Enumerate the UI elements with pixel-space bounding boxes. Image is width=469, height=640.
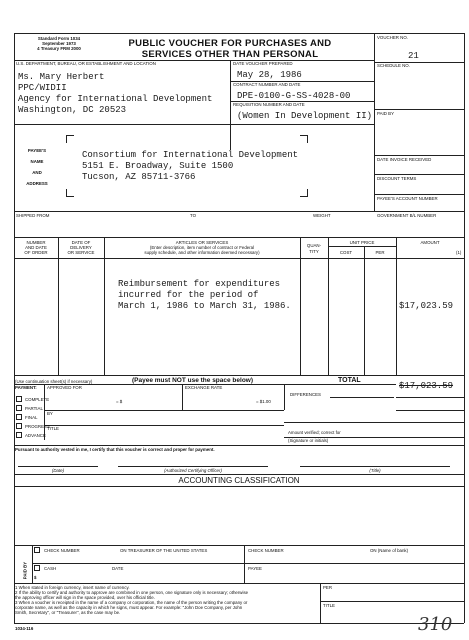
eq-dollar: = $ xyxy=(116,399,123,404)
payee-label-and: AND xyxy=(32,170,42,175)
date-prepared: May 28, 1986 xyxy=(237,70,302,80)
checkbox-final[interactable] xyxy=(16,414,22,420)
checkbox-check[interactable] xyxy=(34,547,40,553)
rule xyxy=(14,474,464,475)
checkbox-advance[interactable] xyxy=(16,432,22,438)
form-id-date: September 1973 xyxy=(42,41,76,46)
exchange-rate-label: EXCHANGE RATE xyxy=(185,385,223,390)
rule xyxy=(14,33,15,623)
dept-line: Washington, DC 20523 xyxy=(18,105,127,115)
rule xyxy=(374,174,464,175)
discount-label: DISCOUNT TERMS xyxy=(377,176,417,181)
title-label: TITLE xyxy=(47,426,59,431)
date-label: DATE xyxy=(112,566,124,571)
rule xyxy=(44,425,284,426)
col-amount: AMOUNT xyxy=(420,240,440,245)
rule xyxy=(14,583,464,584)
requisition-label: REQUISITION NUMBER AND DATE xyxy=(233,102,305,107)
col-number: OF ORDER xyxy=(24,250,48,255)
differences-label: DIFFERENCES xyxy=(290,392,321,397)
rule xyxy=(464,33,465,623)
certify-text: Pursuant to authority vested in me, I certify that this voucher is correct and proper for payment. xyxy=(15,447,215,452)
checkbox-partial[interactable] xyxy=(16,405,22,411)
gbl-label: GOVERNMENT B/L NUMBER xyxy=(377,213,437,218)
payee-line: 5151 E. Broadway, Suite 1500 xyxy=(82,161,234,171)
rule xyxy=(320,583,321,623)
payee-notice: (Payee must NOT use the space below) xyxy=(132,377,254,384)
schedule-no-label: SCHEDULE NO. xyxy=(377,63,410,68)
rule xyxy=(374,33,375,211)
payee-label: PAYEE'S xyxy=(27,148,47,153)
checkbox-complete[interactable] xyxy=(16,396,22,402)
total-amount: $17,023.59 xyxy=(399,381,454,391)
rule xyxy=(328,246,396,247)
rule xyxy=(18,466,98,467)
description-line: Reimbursement for expenditures xyxy=(118,279,281,289)
footnote: Smith, Secretary", or "Treasurer", as the case may be. xyxy=(15,610,121,615)
form-id-treasury: 4 Treasury FRM 2000 xyxy=(37,46,81,51)
checkbox-progress[interactable] xyxy=(16,423,22,429)
rule xyxy=(118,466,268,467)
col-cost: COST xyxy=(339,250,353,255)
account-label: PAYEE'S ACCOUNT NUMBER xyxy=(377,196,438,201)
check-number-label-2: CHECK NUMBER xyxy=(248,548,284,553)
title-label-footer: TITLE xyxy=(323,603,335,608)
rule xyxy=(374,155,464,156)
footnote: corporate name, as well as the capacity in which he signs, must appear. For example: "John Doe Company, per John xyxy=(15,605,243,610)
check-number-label: CHECK NUMBER xyxy=(44,548,80,553)
continuation-note: (Use continuation sheet(s) if necessary) xyxy=(15,379,93,384)
col-articles: (Enter description, item number of contract or Federal xyxy=(149,245,255,250)
checkbox-label: PROGRESS xyxy=(25,424,50,429)
col-unit-price: UNIT PRICE xyxy=(349,240,375,245)
corner-mark xyxy=(300,135,308,143)
form-title-line2: SERVICES OTHER THAN PERSONAL xyxy=(141,49,319,60)
checkbox-label: PARTIAL xyxy=(25,406,43,411)
to-label: TO xyxy=(190,213,197,218)
contract-label: CONTRACT NUMBER AND DATE xyxy=(233,82,301,87)
checkbox-label: FINAL xyxy=(25,415,38,420)
approved-for-label: APPROVED FOR xyxy=(47,385,82,390)
footnote: 3 When a voucher is receipted in the name of a company or corporation, the name of the person writing the company or xyxy=(15,600,248,605)
rule xyxy=(14,486,464,487)
rule xyxy=(14,375,464,376)
rule xyxy=(374,109,464,110)
rule xyxy=(244,545,245,583)
paid-by-side: PAID BY xyxy=(22,561,28,580)
rule xyxy=(32,545,33,583)
payee-label-name: NAME xyxy=(30,159,44,164)
contract-no: DPE-0100-G-SS-4028-00 xyxy=(237,91,351,101)
handwritten-mark: 310 xyxy=(418,614,453,635)
col-per: PER xyxy=(375,250,385,255)
rule xyxy=(32,563,464,564)
dept-line: PPC/WIDII xyxy=(18,83,67,93)
requisition: (Women In Development II) xyxy=(237,111,373,121)
rule xyxy=(14,33,464,34)
payee-label-address: ADDRESS xyxy=(26,181,48,186)
col-quantity: QUAN- xyxy=(306,243,322,248)
rule xyxy=(300,466,450,467)
date-prepared-label: DATE VOUCHER PREPARED xyxy=(233,61,293,66)
rule xyxy=(44,410,284,411)
payee-label-paid: PAYEE xyxy=(248,566,262,571)
col-number: NUMBER xyxy=(26,240,46,245)
col-date: DELIVERY xyxy=(70,245,92,250)
rule xyxy=(44,384,45,440)
corner-mark xyxy=(300,189,308,197)
dollar-sign: $ xyxy=(34,575,37,580)
col-number: AND DATE xyxy=(25,245,47,250)
footnote: the approving officer will sign in the space provided, over his official title. xyxy=(15,595,155,600)
rule xyxy=(14,124,374,125)
col-date: DATE OF xyxy=(71,240,91,245)
description-line: March 1, 1986 to March 31, 1986. xyxy=(118,301,291,311)
rule xyxy=(320,601,464,602)
voucher-no-label: VOUCHER NO. xyxy=(377,35,408,40)
footnote: 1 When stated in foreign currency, insert name of currency. xyxy=(15,585,130,590)
col-articles: supply schedule, and other information deemed necessary) xyxy=(144,250,260,255)
checkbox-label: COMPLETE xyxy=(25,397,50,402)
form-id: Standard Form 1034 xyxy=(37,36,81,41)
payment-label: PAYMENT: xyxy=(15,385,37,390)
cash-label: CASH xyxy=(44,566,57,571)
dept-label: U.S. DEPARTMENT, BUREAU, OR ESTABLISHMENT AND LOCATION xyxy=(16,61,156,66)
officer-caption: (Authorized Certifying Officer) xyxy=(164,468,222,473)
rule xyxy=(396,397,464,398)
title-caption: (Title) xyxy=(369,468,381,473)
footnote: 2 If the ability to certify and authority to approve are combined in one person, one signature only is necessary; otherwise xyxy=(15,590,249,595)
rule xyxy=(374,194,464,195)
checkbox-label: ADVANCE xyxy=(25,433,46,438)
corner-mark xyxy=(66,135,74,143)
col-quantity: TITY xyxy=(309,249,319,254)
col-amount-sub: (1) xyxy=(456,250,462,255)
col-articles: ARTICLES OR SERVICES xyxy=(175,240,229,245)
corner-mark xyxy=(66,189,74,197)
rule xyxy=(330,397,394,398)
rule xyxy=(230,60,231,150)
rule xyxy=(284,384,285,410)
by-label: BY xyxy=(47,411,53,416)
signature-initials: (Signature or initials) xyxy=(288,438,329,443)
accounting-heading: ACCOUNTING CLASSIFICATION xyxy=(178,476,300,485)
eq-one: = $1.00 xyxy=(256,399,271,404)
on-bank-label: ON (Name of bank) xyxy=(370,548,409,553)
voucher-no: 21 xyxy=(408,51,419,61)
payee-line: Tucson, AZ 85711-3766 xyxy=(82,172,196,182)
per-label: PER xyxy=(323,585,333,590)
form-title-line1: PUBLIC VOUCHER FOR PURCHASES AND xyxy=(128,38,332,49)
rule xyxy=(14,623,464,624)
dept-line: Agency for International Development xyxy=(18,94,213,104)
rule xyxy=(14,545,464,546)
date-caption: (Date) xyxy=(51,468,65,473)
rule xyxy=(364,246,365,375)
weight-label: WEIGHT xyxy=(313,213,331,218)
amount-verified: Amount verified; correct for xyxy=(288,430,341,435)
rule xyxy=(284,422,464,423)
line-amount: $17,023.59 xyxy=(399,301,454,311)
total-label: TOTAL xyxy=(338,377,361,384)
col-date: OR SERVICE xyxy=(67,250,95,255)
checkbox-cash[interactable] xyxy=(34,565,40,571)
form-code: 1034-116 xyxy=(15,626,34,631)
rule xyxy=(396,410,464,411)
paid-by-label: PAID BY xyxy=(377,111,394,116)
dept-line: Ms. Mary Herbert xyxy=(18,72,105,82)
rule xyxy=(182,384,183,410)
rule xyxy=(14,211,464,212)
rule xyxy=(14,258,464,259)
rule xyxy=(14,445,464,446)
invoice-label: DATE INVOICE RECEIVED xyxy=(377,157,432,162)
on-treasurer-label: ON TREASURER OF THE UNITED STATES xyxy=(120,548,208,553)
payee-line: Consortium for International Development xyxy=(82,150,299,160)
description-line: incurred for the period of xyxy=(118,290,259,300)
shipped-from-label: SHIPPED FROM xyxy=(16,213,50,218)
